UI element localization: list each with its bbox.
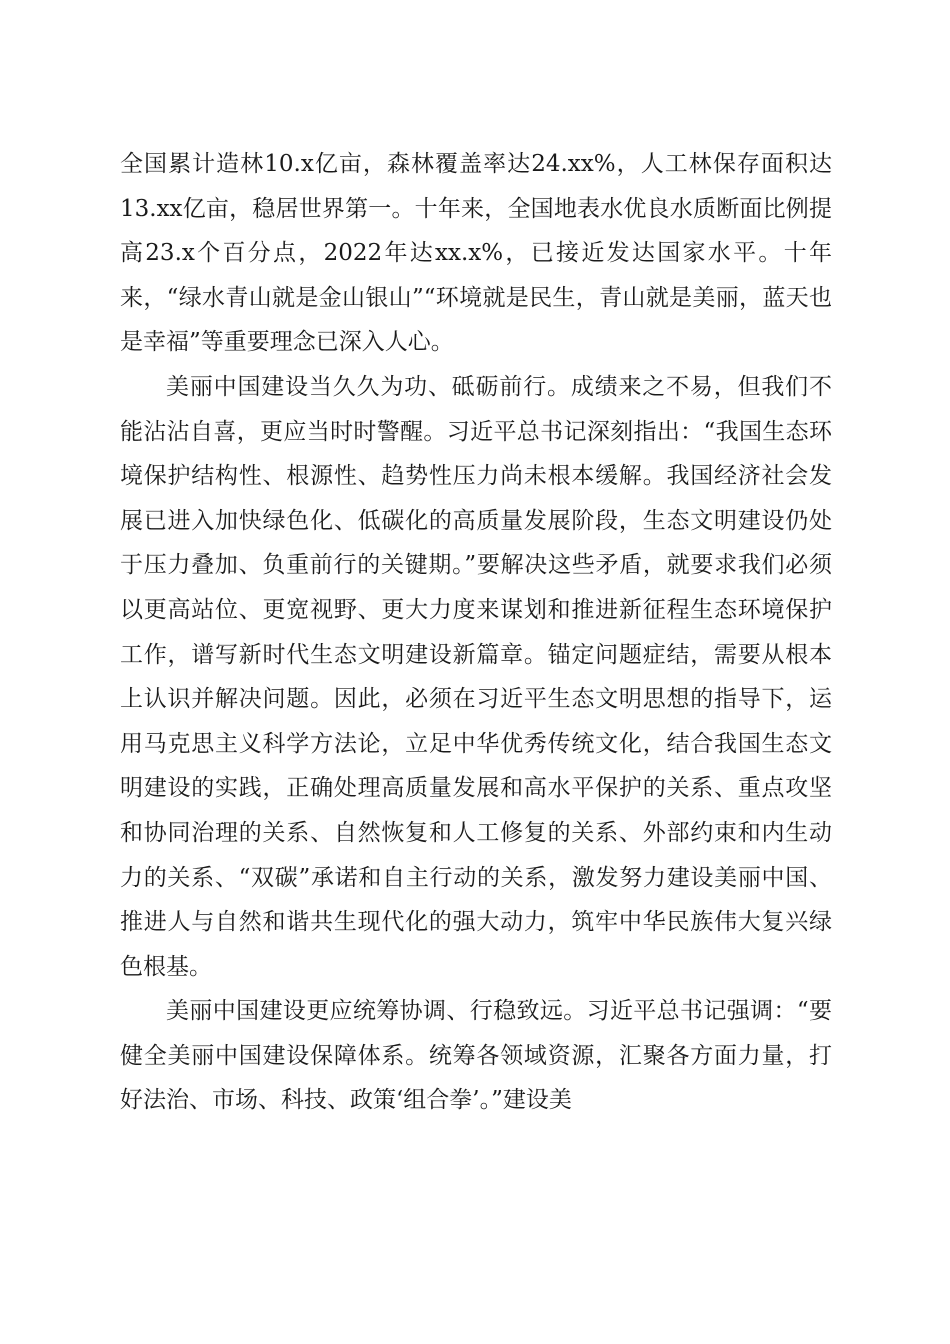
- paragraph-2: 美丽中国建设当久久为功、砥砺前行。成绩来之不易，但我们不能沾沾自喜，更应当时时警醒。习近平总书记深刻指出：“我国生态环境保护结构性、根源性、趋势性压力尚未根本缓解。我国经济社会发展已进入加快绿色化、低碳化的高质量发展阶段，生态文明建设仍处于压力叠加、负重前行的关键期。”要解决这些矛盾，就要求我们必须以更高站位、更宽视野、更大力度来谋划和推进新征程生态环境保护工作，谱写新时代生态文明建设新篇章。锚定问题症结，需要从根本上认识并解决问题。因此，必须在习近平生态文明思想的指导下，运用马克思主义科学方法论，立足中华优秀传统文化，结合我国生态文明建设的实践，正确处理高质量发展和高水平保护的关系、重点攻坚和协同治理的关系、自然恢复和人工修复的关系、外部约束和内生动力的关系、“双碳”承诺和自主行动的关系，激发努力建设美丽中国、推进人与自然和谐共生现代化的强大动力，筑牢中华民族伟大复兴绿色根基。: [120, 373, 832, 980]
- paragraph-3: 美丽中国建设更应统筹协调、行稳致远。习近平总书记强调：“要健全美丽中国建设保障体系。统筹各领域资源，汇聚各方面力量，打好法治、市场、科技、政策‘组合拳’。”建设美: [120, 998, 832, 1114]
- document-body: [120, 142, 832, 1123]
- paragraph-1: 全国累计造林10.x亿亩，森林覆盖率达24.xx%，人工林保存面积达13.xx亿亩，稳居世界第一。十年来，全国地表水优良水质断面比例提高23.x个百分点，2022年达xx.x%，已接近发达国家水平。十年来，“绿水青山就是金山银山”“环境就是民生，青山就是美丽，蓝天也是幸福”等重要理念已深入人心。: [120, 151, 832, 356]
